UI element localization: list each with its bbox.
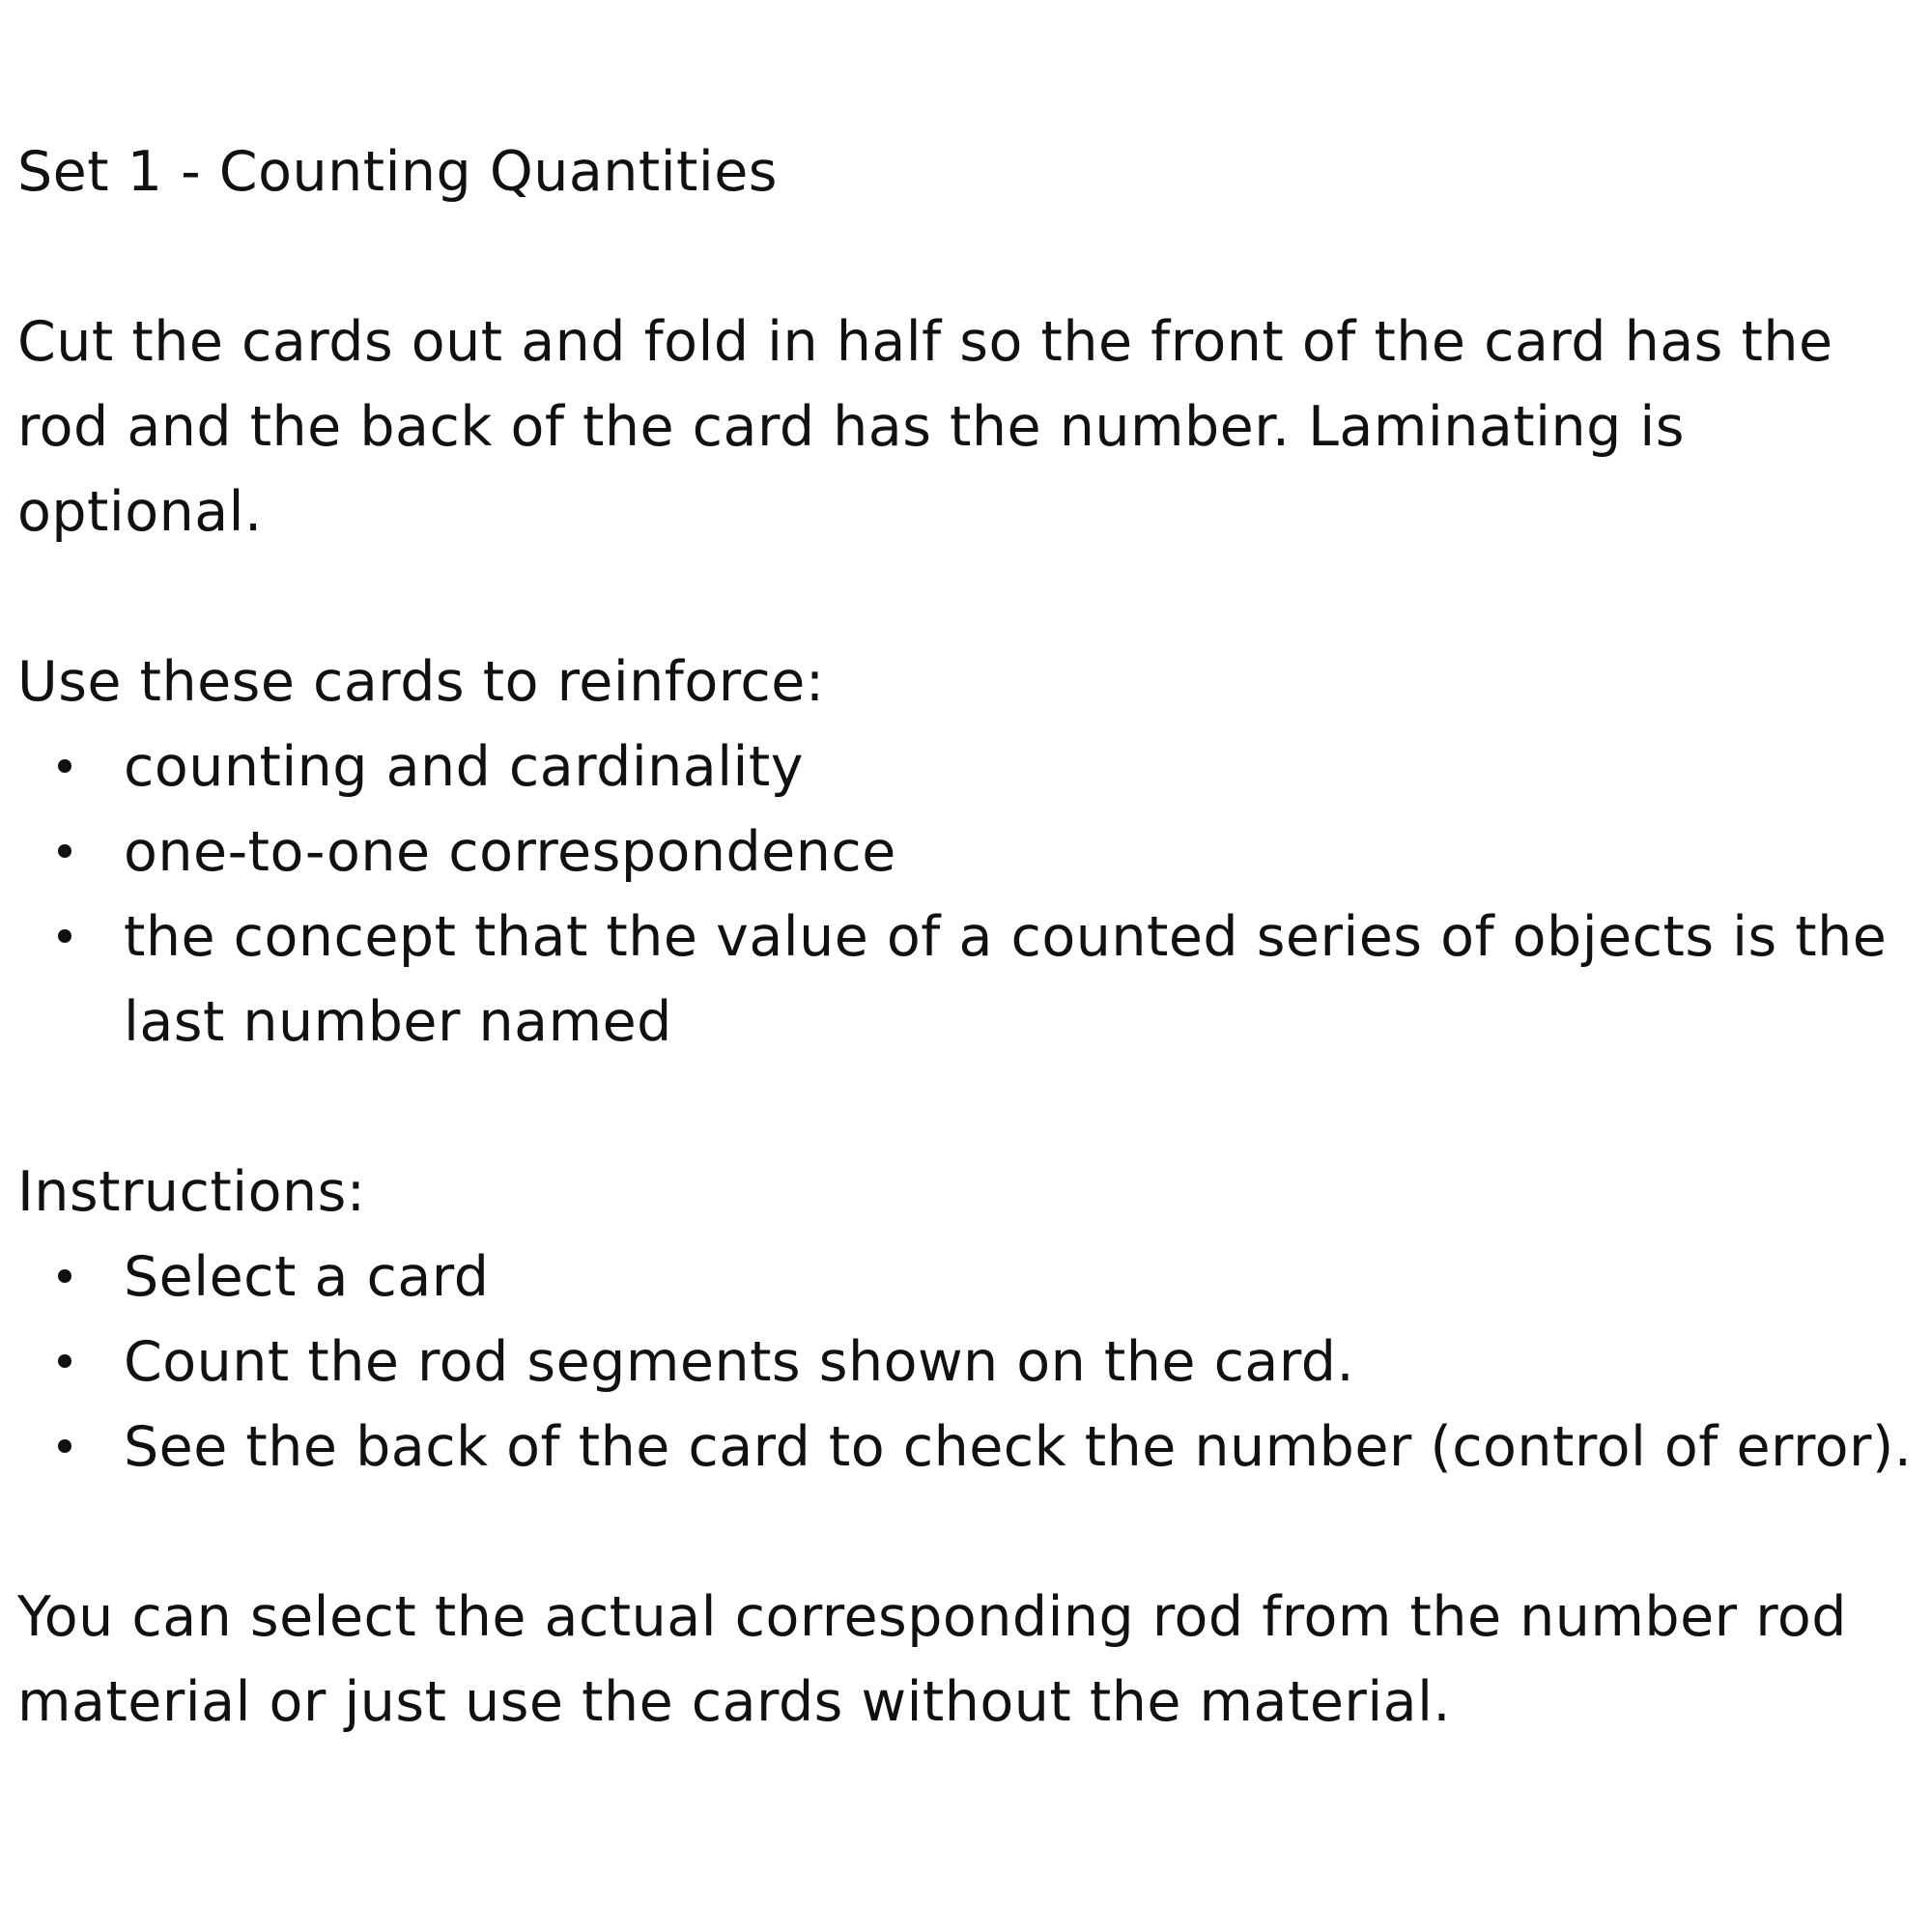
page-title: Set 1 - Counting Quantities <box>17 140 779 204</box>
spacer <box>17 554 1916 639</box>
list-item <box>17 1320 1916 1405</box>
closing-paragraph: You can select the actual corresponding rod from the number rod material or just use the cards without the material. <box>17 1585 1847 1734</box>
list-item <box>17 810 1916 895</box>
spacer <box>17 1490 1916 1575</box>
list-item-text: one-to-one correspondence <box>124 820 896 884</box>
reinforce-heading: Use these cards to reinforce: <box>17 650 825 714</box>
bullet-icon <box>58 844 71 858</box>
list-item <box>17 1405 1916 1490</box>
instructions-list <box>17 1235 1916 1490</box>
spacer <box>17 1065 1916 1150</box>
list-item <box>17 895 1916 1065</box>
reinforce-list <box>17 724 1916 1065</box>
instructions-heading: Instructions: <box>17 1160 366 1224</box>
bullet-icon <box>58 929 71 943</box>
spacer <box>17 214 1916 299</box>
list-item <box>17 1235 1916 1320</box>
intro-paragraph: Cut the cards out and fold in half so the front of the card has the rod and the back of the card has the number. Laminating is optional. <box>17 310 1833 544</box>
list-item <box>17 724 1916 810</box>
list-item-text: Count the rod segments shown on the card. <box>124 1330 1355 1394</box>
list-item-text: See the back of the card to check the number (control of error). <box>124 1415 1913 1479</box>
document-page <box>17 129 1916 1745</box>
list-item-text: Select a card <box>124 1245 490 1309</box>
bullet-icon <box>58 1269 71 1283</box>
bullet-icon <box>58 1439 71 1453</box>
bullet-icon <box>58 759 71 773</box>
bullet-icon <box>58 1354 71 1368</box>
list-item-text: the concept that the value of a counted series of objects is the last number named <box>124 905 1888 1054</box>
list-item-text: counting and cardinality <box>124 735 804 799</box>
